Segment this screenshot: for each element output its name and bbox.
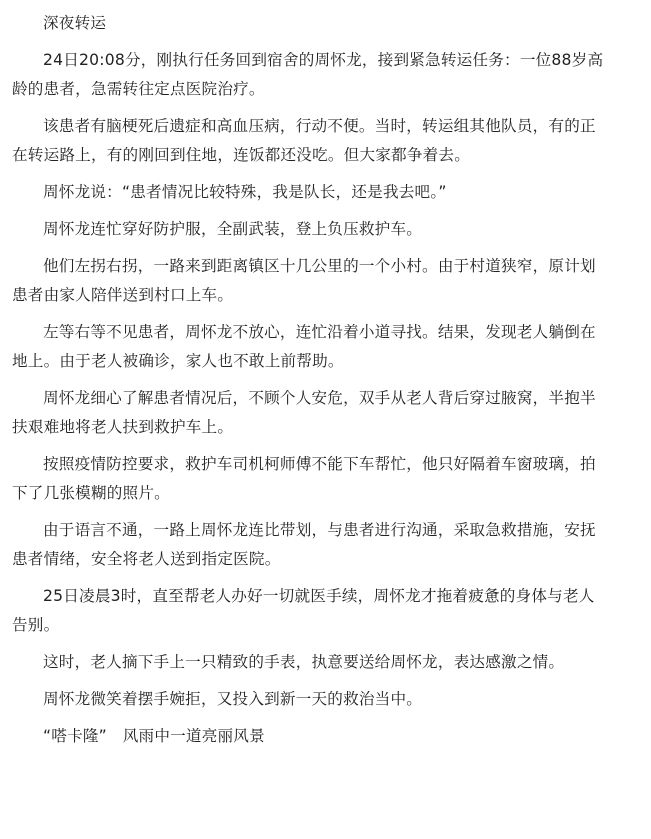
paragraph: 24日20:08分，刚执行任务回到宿舍的周怀龙，接到紧急转运任务：一位88岁高龄的患者，急需转往定点医院治疗。 [12,51,604,98]
paragraph: 左等右等不见患者，周怀龙不放心，连忙沿着小道寻找。结果，发现老人躺倒在地上。由于老人被确诊，家人也不敢上前帮助。 [12,323,596,370]
paragraph: 按照疫情防控要求，救护车司机柯师傅不能下车帮忙，他只好隔着车窗玻璃，拍下了几张模糊的照片。 [12,455,596,502]
paragraph: 周怀龙细心了解患者情况后，不顾个人安危，双手从老人背后穿过腋窝，半抱半扶艰难地将老人扶到救护车上。 [12,389,596,436]
paragraph: 周怀龙说：“患者情况比较特殊，我是队长，还是我去吧。” [43,183,447,201]
paragraph: 由于语言不通，一路上周怀龙连比带划，与患者进行沟通，采取急救措施，安抚患者情绪，安全将老人送到指定医院。 [12,521,596,568]
paragraph: 这时，老人摘下手上一只精致的手表，执意要送给周怀龙，表达感激之情。 [43,653,565,671]
paragraph: 周怀龙连忙穿好防护服，全副武装，登上负压救护车。 [43,220,423,238]
section-title: 深夜转运 [43,14,107,32]
paragraph: 他们左拐右拐，一路来到距离镇区十几公里的一个小村。由于村道狭窄，原计划患者由家人陪伴送到村口上车。 [12,257,596,304]
paragraph: 25日凌晨3时，直至帮老人办好一切就医手续，周怀龙才拖着疲惫的身体与老人告别。 [12,587,595,634]
paragraph: 该患者有脑梗死后遗症和高血压病，行动不便。当时，转运组其他队员，有的正在转运路上，有的刚回到住地，连饭都还没吃。但大家都争着去。 [12,117,596,164]
next-section-title: “嗒卡隆” 风雨中一道亮丽风景 [43,727,265,745]
paragraph: 周怀龙微笑着摆手婉拒，又投入到新一天的救治当中。 [43,690,423,708]
